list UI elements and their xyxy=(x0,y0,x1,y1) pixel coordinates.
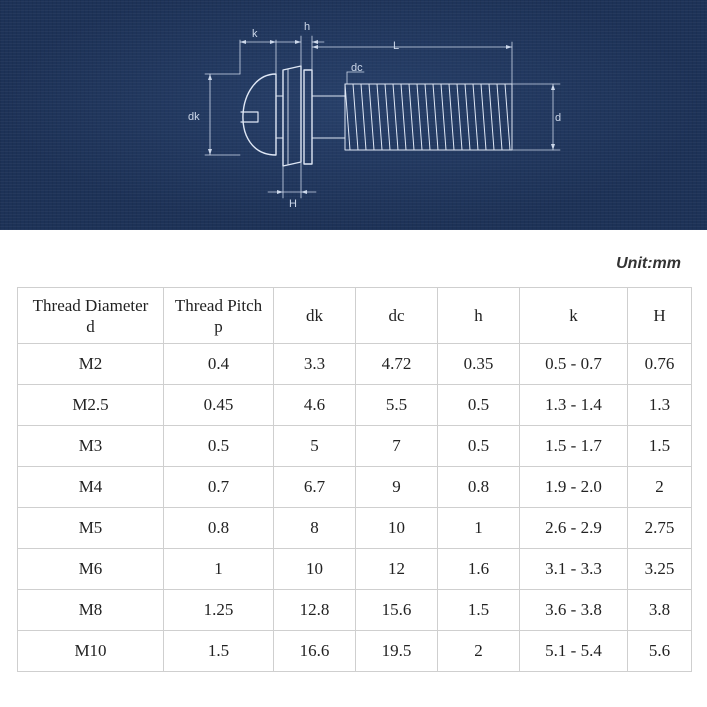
thread-ridge xyxy=(441,84,446,150)
screw-head xyxy=(243,74,276,155)
thread-ridge xyxy=(417,84,422,150)
cell-thread-pitch: 0.5 xyxy=(164,426,274,467)
cell-h: 1.6 xyxy=(438,549,520,590)
cell-dc: 10 xyxy=(356,508,438,549)
header-h: h xyxy=(438,288,520,344)
cell-k: 3.6 - 3.8 xyxy=(520,590,628,631)
cell-dc: 15.6 xyxy=(356,590,438,631)
header-k: k xyxy=(520,288,628,344)
table-row xyxy=(18,467,692,508)
header-H: H xyxy=(628,288,692,344)
cell-h: 0.35 xyxy=(438,344,520,385)
dim-label-k: k xyxy=(252,28,258,40)
cell-H: 2.75 xyxy=(628,508,692,549)
thread-ridge xyxy=(401,84,406,150)
thread-ridge xyxy=(377,84,382,150)
header-dc: dc xyxy=(356,288,438,344)
thread-ridge xyxy=(361,84,366,150)
cell-thread-pitch: 0.7 xyxy=(164,467,274,508)
cell-k: 3.1 - 3.3 xyxy=(520,549,628,590)
cell-H: 1.5 xyxy=(628,426,692,467)
cell-dk: 10 xyxy=(274,549,356,590)
screw-drawing xyxy=(0,0,707,230)
cell-k: 5.1 - 5.4 xyxy=(520,631,628,672)
table-row xyxy=(18,385,692,426)
cell-h: 1.5 xyxy=(438,590,520,631)
thread-ridge xyxy=(505,84,510,150)
cell-thread-diameter: M4 xyxy=(18,467,164,508)
cell-h: 2 xyxy=(438,631,520,672)
cell-H: 2 xyxy=(628,467,692,508)
cell-thread-pitch: 0.4 xyxy=(164,344,274,385)
dim-label-H: H xyxy=(289,198,297,210)
thread-ridges xyxy=(345,84,510,150)
cell-thread-diameter: M10 xyxy=(18,631,164,672)
cell-dk: 4.6 xyxy=(274,385,356,426)
dim-label-d: d xyxy=(555,112,562,124)
thread-ridge xyxy=(457,84,462,150)
table-row xyxy=(18,344,692,385)
thread-ridge xyxy=(369,84,374,150)
thread-ridge xyxy=(473,84,478,150)
spec-table xyxy=(17,287,692,672)
cell-thread-diameter: M6 xyxy=(18,549,164,590)
thread-ridge xyxy=(433,84,438,150)
flat-washer xyxy=(304,70,312,164)
thread-ridge xyxy=(345,84,350,150)
thread-ridge xyxy=(393,84,398,150)
dim-label-dk: dk xyxy=(188,111,200,123)
header-dk: dk xyxy=(274,288,356,344)
thread-ridge xyxy=(353,84,358,150)
cell-h: 0.8 xyxy=(438,467,520,508)
header-thread-diameter: Thread Diameter d xyxy=(18,288,164,344)
cell-dc: 12 xyxy=(356,549,438,590)
cell-H: 0.76 xyxy=(628,344,692,385)
thread-ridge xyxy=(481,84,486,150)
cell-thread-pitch: 1.5 xyxy=(164,631,274,672)
cell-dk: 16.6 xyxy=(274,631,356,672)
cell-thread-diameter: M2 xyxy=(18,344,164,385)
cell-k: 1.5 - 1.7 xyxy=(520,426,628,467)
table-row xyxy=(18,549,692,590)
cell-thread-diameter: M2.5 xyxy=(18,385,164,426)
cell-dk: 12.8 xyxy=(274,590,356,631)
lock-washer xyxy=(283,66,301,166)
thread-ridge xyxy=(425,84,430,150)
cell-dc: 4.72 xyxy=(356,344,438,385)
cell-thread-diameter: M5 xyxy=(18,508,164,549)
cell-dk: 6.7 xyxy=(274,467,356,508)
cell-dk: 8 xyxy=(274,508,356,549)
cell-h: 1 xyxy=(438,508,520,549)
dim-label-L: L xyxy=(393,40,400,52)
cell-H: 3.8 xyxy=(628,590,692,631)
unit-label: Unit:mm xyxy=(616,255,681,272)
cell-k: 0.5 - 0.7 xyxy=(520,344,628,385)
cell-thread-diameter: M8 xyxy=(18,590,164,631)
cell-h: 0.5 xyxy=(438,385,520,426)
thread-ridge xyxy=(409,84,414,150)
table-header-row xyxy=(18,288,692,344)
cell-dc: 7 xyxy=(356,426,438,467)
thread-ridge xyxy=(465,84,470,150)
cell-dk: 5 xyxy=(274,426,356,467)
cell-k: 2.6 - 2.9 xyxy=(520,508,628,549)
cell-thread-pitch: 1.25 xyxy=(164,590,274,631)
screw-diagram-banner xyxy=(0,0,707,230)
table-row xyxy=(18,590,692,631)
table-row xyxy=(18,631,692,672)
dim-label-h: h xyxy=(304,21,311,33)
thread-ridge xyxy=(489,84,494,150)
thread-ridge xyxy=(385,84,390,150)
cell-H: 5.6 xyxy=(628,631,692,672)
table-row xyxy=(18,508,692,549)
cell-h: 0.5 xyxy=(438,426,520,467)
header-thread-pitch: Thread Pitch p xyxy=(164,288,274,344)
dim-label-dc: dc xyxy=(351,62,363,74)
thread-ridge xyxy=(497,84,502,150)
cell-dk: 3.3 xyxy=(274,344,356,385)
cell-k: 1.9 - 2.0 xyxy=(520,467,628,508)
cell-H: 3.25 xyxy=(628,549,692,590)
cell-dc: 19.5 xyxy=(356,631,438,672)
thread-ridge xyxy=(449,84,454,150)
cell-dc: 5.5 xyxy=(356,385,438,426)
cell-thread-pitch: 1 xyxy=(164,549,274,590)
table-row xyxy=(18,426,692,467)
cell-H: 1.3 xyxy=(628,385,692,426)
cell-thread-diameter: M3 xyxy=(18,426,164,467)
cell-thread-pitch: 0.45 xyxy=(164,385,274,426)
cell-dc: 9 xyxy=(356,467,438,508)
cell-thread-pitch: 0.8 xyxy=(164,508,274,549)
cell-k: 1.3 - 1.4 xyxy=(520,385,628,426)
